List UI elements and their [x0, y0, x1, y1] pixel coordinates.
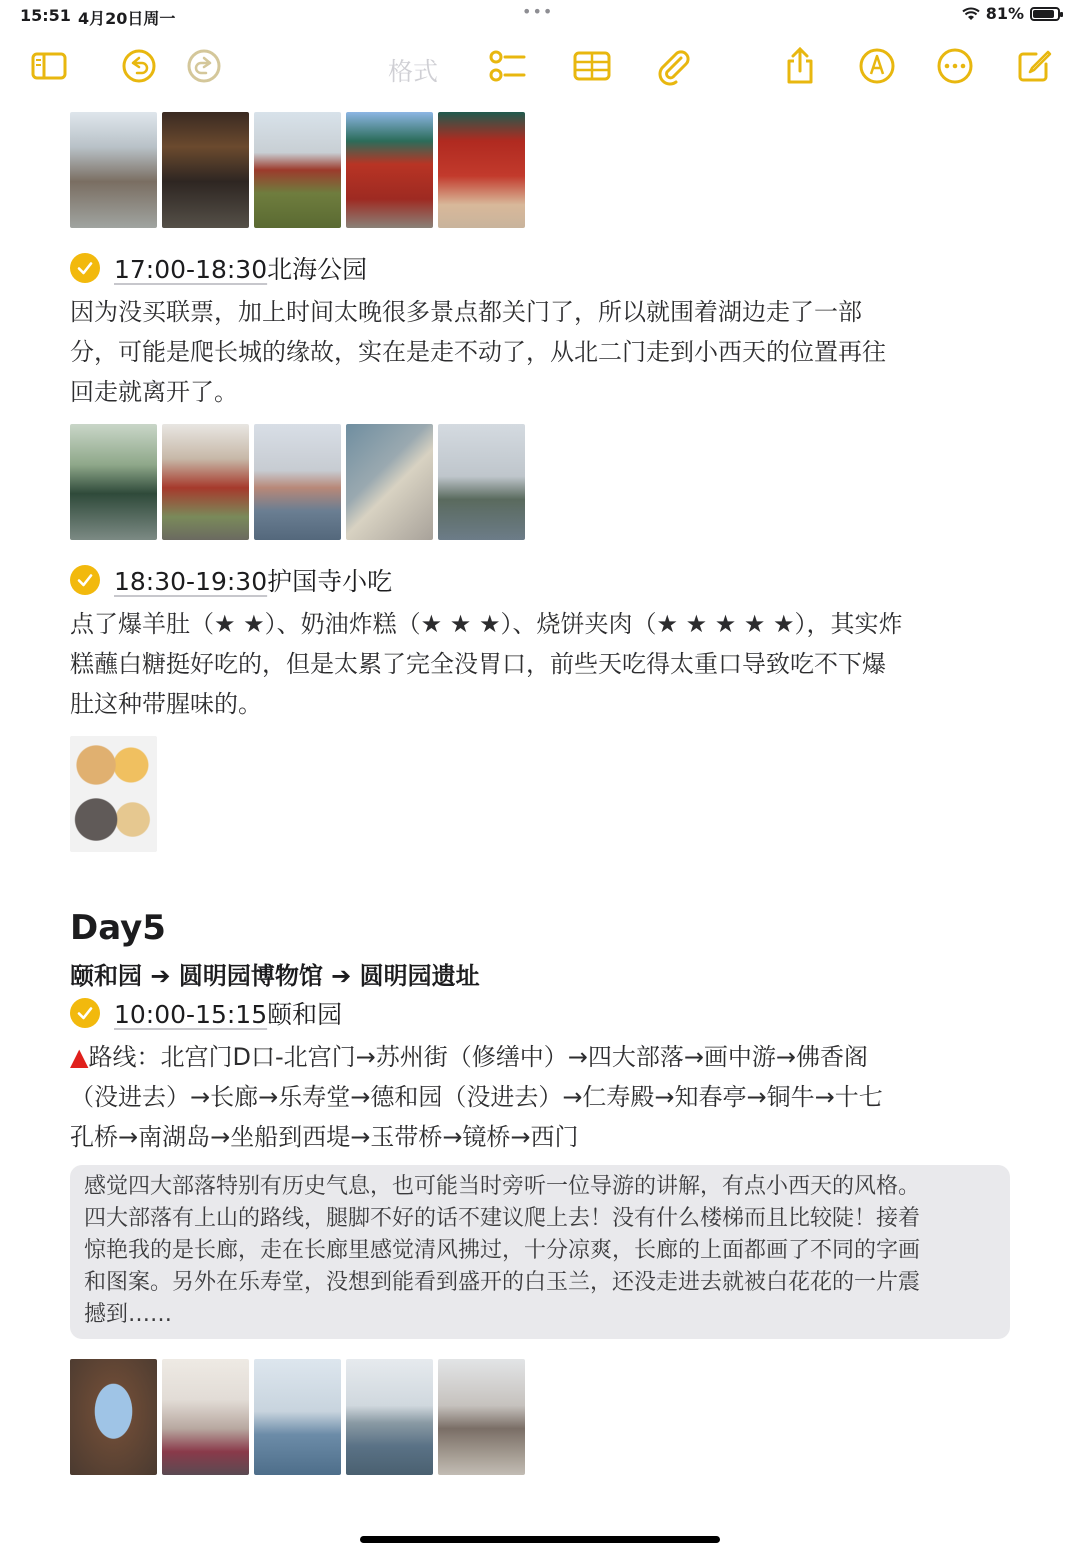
paperclip-icon: [653, 46, 693, 86]
place-name: 北海公园: [267, 255, 368, 284]
photo-gallery-3: [70, 736, 1010, 852]
text-line: 回走就离开了。: [70, 378, 238, 406]
redo-icon: [184, 46, 224, 86]
checked-circle-icon[interactable]: [70, 998, 100, 1028]
notes-toolbar: [0, 40, 1080, 90]
table-icon: [572, 46, 612, 86]
text-line: 分，可能是爬长城的缘故，实在是走不动了，从北二门走到小西天的位置再往: [70, 338, 886, 366]
text-line: （没进去）→长廊→乐寿堂→德和园（没进去）→仁寿殿→知春亭→铜牛→十七: [70, 1083, 883, 1111]
text-line: 点了爆羊肚（★ ★）、奶油炸糕（★ ★ ★）、烧饼夹肉（★ ★ ★ ★ ★），其实炸: [70, 610, 903, 638]
sidebar-toggle-button[interactable]: [27, 44, 71, 88]
format-button[interactable]: 格式: [388, 57, 439, 86]
place-name: 颐和园: [267, 1000, 343, 1029]
attachment-button[interactable]: [651, 44, 695, 88]
checklist-item: [70, 995, 1010, 1031]
checklist-icon: [487, 46, 527, 86]
photo-thumbnail[interactable]: [162, 424, 249, 540]
text-line: 撼到……: [84, 1302, 173, 1327]
paragraph: [70, 292, 1010, 412]
time-range: 10:00-15:15: [114, 1000, 268, 1029]
checked-circle-icon[interactable]: [70, 565, 100, 595]
text-line: 四大部落有上山的路线，腿脚不好的话不建议爬上去！没有什么楼梯而且比较陡！接着: [84, 1206, 921, 1231]
markup-pen-icon: [857, 46, 897, 86]
route-line-text: 路线：北宫门D口-北宫门→苏州街（修缮中）→四大部落→画中游→佛香阁: [88, 1043, 869, 1071]
photo-gallery-4: [70, 1359, 1010, 1475]
photo-gallery-2: [70, 424, 1010, 540]
table-button[interactable]: [570, 44, 614, 88]
block-quote: [70, 1165, 1010, 1339]
time-range: 17:00-18:30: [114, 255, 268, 284]
undo-button[interactable]: [117, 44, 161, 88]
compose-button[interactable]: [1012, 44, 1056, 88]
share-icon: [780, 46, 820, 86]
photo-thumbnail[interactable]: [162, 1359, 249, 1475]
text-line: 肚这种带腥味的。: [70, 690, 262, 718]
note-body[interactable]: [70, 112, 1010, 1475]
battery-icon: [1030, 7, 1060, 21]
text-line: 惊艳我的是长廊，走在长廊里感觉清风拂过，十分凉爽，长廊的上面都画了不同的字画: [84, 1238, 921, 1263]
checklist-item: [70, 250, 1010, 286]
photo-thumbnail[interactable]: [70, 1359, 157, 1475]
photo-thumbnail[interactable]: [346, 112, 433, 228]
time-range: 18:30-19:30: [114, 567, 268, 596]
day-heading: Day5: [70, 908, 166, 948]
photo-thumbnail[interactable]: [254, 424, 341, 540]
text-line: 因为没买联票，加上时间太晚很多景点都关门了，所以就围着湖边走了一部: [70, 298, 862, 326]
undo-icon: [119, 46, 159, 86]
status-bar: [0, 0, 1080, 34]
more-button[interactable]: [933, 44, 977, 88]
photo-thumbnail[interactable]: [70, 112, 157, 228]
home-indicator[interactable]: [360, 1536, 720, 1543]
photo-gallery-1: [70, 112, 1010, 228]
ellipsis-circle-icon: [935, 46, 975, 86]
route-paragraph: [70, 1037, 1010, 1157]
photo-thumbnail[interactable]: [438, 1359, 525, 1475]
redo-button[interactable]: [182, 44, 226, 88]
status-right: [962, 4, 1060, 23]
paragraph: [70, 604, 1010, 724]
text-line: 感觉四大部落特别有历史气息，也可能当时旁听一位导游的讲解，有点小西天的风格。: [84, 1174, 921, 1199]
place-name: 护国寺小吃: [267, 567, 393, 596]
photo-thumbnail[interactable]: [438, 112, 525, 228]
checklist-button[interactable]: [485, 44, 529, 88]
status-time: 15:51: [20, 6, 71, 25]
text-line: [70, 1037, 1010, 1077]
photo-thumbnail[interactable]: [346, 424, 433, 540]
photo-thumbnail[interactable]: [438, 424, 525, 540]
checked-circle-icon[interactable]: [70, 253, 100, 283]
share-button[interactable]: [778, 44, 822, 88]
text-line: 孔桥→南湖岛→坐船到西堤→玉带桥→镜桥→西门: [70, 1123, 579, 1151]
route-summary: 颐和园 ➔ 圆明园博物馆 ➔ 圆明园遗址: [70, 962, 480, 990]
text-line: 和图案。另外在乐寿堂，没想到能看到盛开的白玉兰，还没走进去就被白花花的一片震: [84, 1270, 921, 1295]
battery-percent: 81%: [985, 4, 1024, 23]
markup-button[interactable]: [855, 44, 899, 88]
sidebar-icon: [29, 46, 69, 86]
photo-thumbnail[interactable]: [70, 424, 157, 540]
checklist-item-text: [114, 995, 342, 1031]
wifi-icon: [962, 7, 980, 21]
text-line: 糕蘸白糖挺好吃的，但是太累了完全没胃口，前些天吃得太重口导致吃不下爆: [70, 650, 886, 678]
photo-thumbnail[interactable]: [254, 1359, 341, 1475]
status-date: 4月20日周一: [78, 9, 176, 28]
red-triangle-icon: ▲: [70, 1043, 89, 1071]
checklist-item-text: [114, 250, 367, 286]
multitasking-dots[interactable]: •••: [522, 2, 554, 21]
photo-thumbnail[interactable]: [70, 736, 157, 852]
photo-thumbnail[interactable]: [346, 1359, 433, 1475]
compose-icon: [1014, 46, 1054, 86]
checklist-item: [70, 562, 1010, 598]
photo-thumbnail[interactable]: [162, 112, 249, 228]
photo-thumbnail[interactable]: [254, 112, 341, 228]
checklist-item-text: [114, 562, 392, 598]
